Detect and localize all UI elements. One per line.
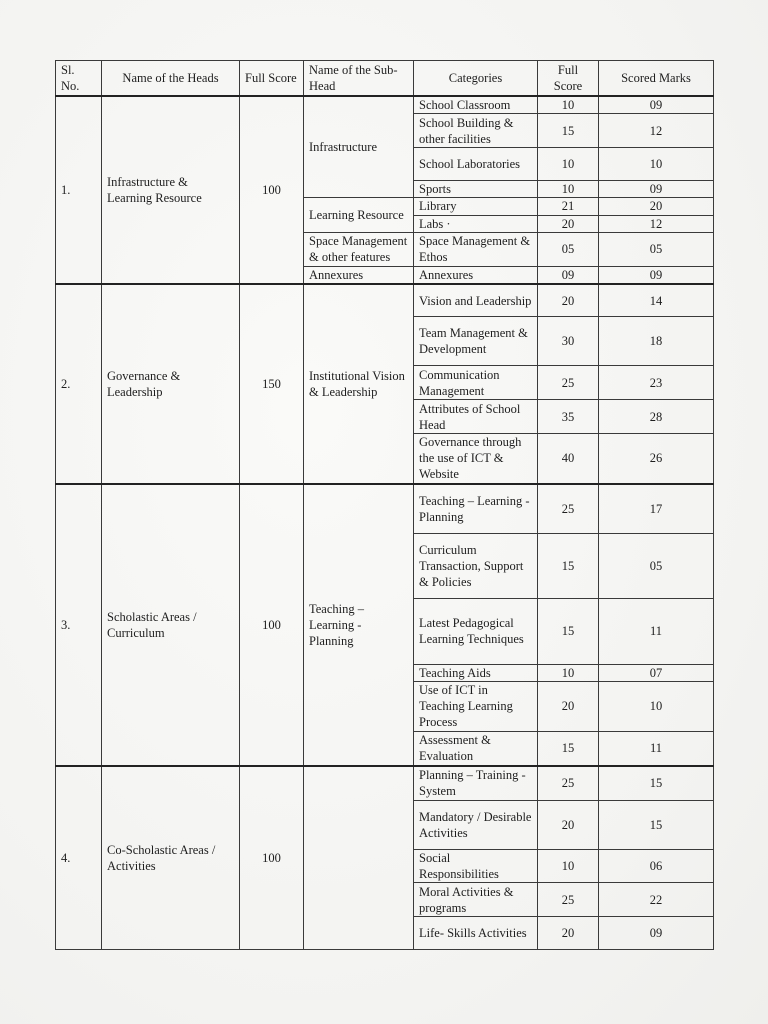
category-name: Moral Activities & programs (414, 883, 538, 917)
scored-marks: 09 (599, 180, 714, 197)
category-full-score: 25 (538, 484, 599, 533)
scored-marks: 14 (599, 284, 714, 317)
category-full-score: 10 (538, 849, 599, 883)
scored-marks: 28 (599, 400, 714, 434)
sub-head-name: Space Management & other features (304, 232, 414, 266)
sub-head-name: Annexures (304, 266, 414, 284)
category-full-score: 05 (538, 232, 599, 266)
serial-number: 3. (56, 484, 102, 766)
table-row (56, 96, 714, 114)
category-full-score: 21 (538, 198, 599, 215)
head-full-score: 150 (240, 284, 304, 484)
scored-marks: 09 (599, 917, 714, 950)
category-name: Assessment & Evaluation (414, 732, 538, 766)
head-name: Co-Scholastic Areas / Activities (102, 766, 240, 950)
category-full-score: 25 (538, 883, 599, 917)
serial-number: 4. (56, 766, 102, 950)
category-full-score: 20 (538, 284, 599, 317)
header-category-full-score: Full Score (538, 61, 599, 97)
category-name: Governance through the use of ICT & Website (414, 433, 538, 484)
category-name: Planning – Training - System (414, 766, 538, 800)
category-name: Library (414, 198, 538, 215)
scored-marks: 26 (599, 433, 714, 484)
category-full-score: 10 (538, 664, 599, 681)
scored-marks: 05 (599, 533, 714, 598)
scored-marks: 20 (599, 198, 714, 215)
category-full-score: 20 (538, 917, 599, 950)
category-name: Labs · (414, 215, 538, 232)
scored-marks: 12 (599, 215, 714, 232)
sub-head-name: Teaching – Learning - Planning (304, 484, 414, 766)
category-full-score: 09 (538, 266, 599, 284)
header-name-of-heads: Name of the Heads (102, 61, 240, 97)
scored-marks: 11 (599, 732, 714, 766)
category-full-score: 20 (538, 800, 599, 849)
category-name: Social Responsibilities (414, 849, 538, 883)
scored-marks: 22 (599, 883, 714, 917)
category-name: Teaching – Learning - Planning (414, 484, 538, 533)
category-full-score: 10 (538, 180, 599, 197)
category-full-score: 25 (538, 766, 599, 800)
category-name: Curriculum Transaction, Support & Policies (414, 533, 538, 598)
head-full-score: 100 (240, 766, 304, 950)
table-row (56, 766, 714, 800)
category-name: Communication Management (414, 366, 538, 400)
sub-head-name: Infrastructure (304, 96, 414, 198)
serial-number: 1. (56, 96, 102, 284)
category-name: Life- Skills Activities (414, 917, 538, 950)
sub-head-name: Learning Resource (304, 198, 414, 233)
scored-marks: 17 (599, 484, 714, 533)
header-row (56, 61, 714, 97)
header-categories: Categories (414, 61, 538, 97)
category-name: Annexures (414, 266, 538, 284)
category-name: Vision and Leadership (414, 284, 538, 317)
scored-marks: 18 (599, 317, 714, 366)
category-name: Attributes of School Head (414, 400, 538, 434)
category-name: Mandatory / Desirable Activities (414, 800, 538, 849)
sub-head-name (304, 766, 414, 950)
category-name: Space Management & Ethos (414, 232, 538, 266)
score-table (55, 60, 714, 950)
head-full-score: 100 (240, 96, 304, 284)
head-name: Scholastic Areas / Curriculum (102, 484, 240, 766)
category-name: School Laboratories (414, 148, 538, 181)
category-full-score: 15 (538, 114, 599, 148)
scored-marks: 15 (599, 766, 714, 800)
category-full-score: 25 (538, 366, 599, 400)
scored-marks: 09 (599, 96, 714, 114)
category-full-score: 15 (538, 732, 599, 766)
header-sub-head: Name of the Sub-Head (304, 61, 414, 97)
table-row (56, 284, 714, 317)
scored-marks: 10 (599, 681, 714, 731)
category-full-score: 20 (538, 681, 599, 731)
category-full-score: 15 (538, 533, 599, 598)
category-full-score: 20 (538, 215, 599, 232)
serial-number: 2. (56, 284, 102, 484)
category-name: School Classroom (414, 96, 538, 114)
head-name: Infrastructure & Learning Resource (102, 96, 240, 284)
category-full-score: 10 (538, 148, 599, 181)
scored-marks: 06 (599, 849, 714, 883)
category-full-score: 30 (538, 317, 599, 366)
scored-marks: 10 (599, 148, 714, 181)
category-full-score: 35 (538, 400, 599, 434)
header-sl-no: Sl. No. (56, 61, 102, 97)
category-name: Teaching Aids (414, 664, 538, 681)
scored-marks: 12 (599, 114, 714, 148)
scored-marks: 07 (599, 664, 714, 681)
table-row (56, 484, 714, 533)
category-name: School Building & other facilities (414, 114, 538, 148)
head-name: Governance & Leadership (102, 284, 240, 484)
header-scored-marks: Scored Marks (599, 61, 714, 97)
scored-marks: 23 (599, 366, 714, 400)
category-full-score: 15 (538, 599, 599, 664)
scored-marks: 11 (599, 599, 714, 664)
category-name: Team Management & Development (414, 317, 538, 366)
scored-marks: 15 (599, 800, 714, 849)
scored-marks: 09 (599, 266, 714, 284)
category-full-score: 10 (538, 96, 599, 114)
category-full-score: 40 (538, 433, 599, 484)
category-name: Sports (414, 180, 538, 197)
category-name: Latest Pedagogical Learning Techniques (414, 599, 538, 664)
sub-head-name: Institutional Vision & Leadership (304, 284, 414, 484)
scored-marks: 05 (599, 232, 714, 266)
header-full-score: Full Score (240, 61, 304, 97)
head-full-score: 100 (240, 484, 304, 766)
category-name: Use of ICT in Teaching Learning Process (414, 681, 538, 731)
